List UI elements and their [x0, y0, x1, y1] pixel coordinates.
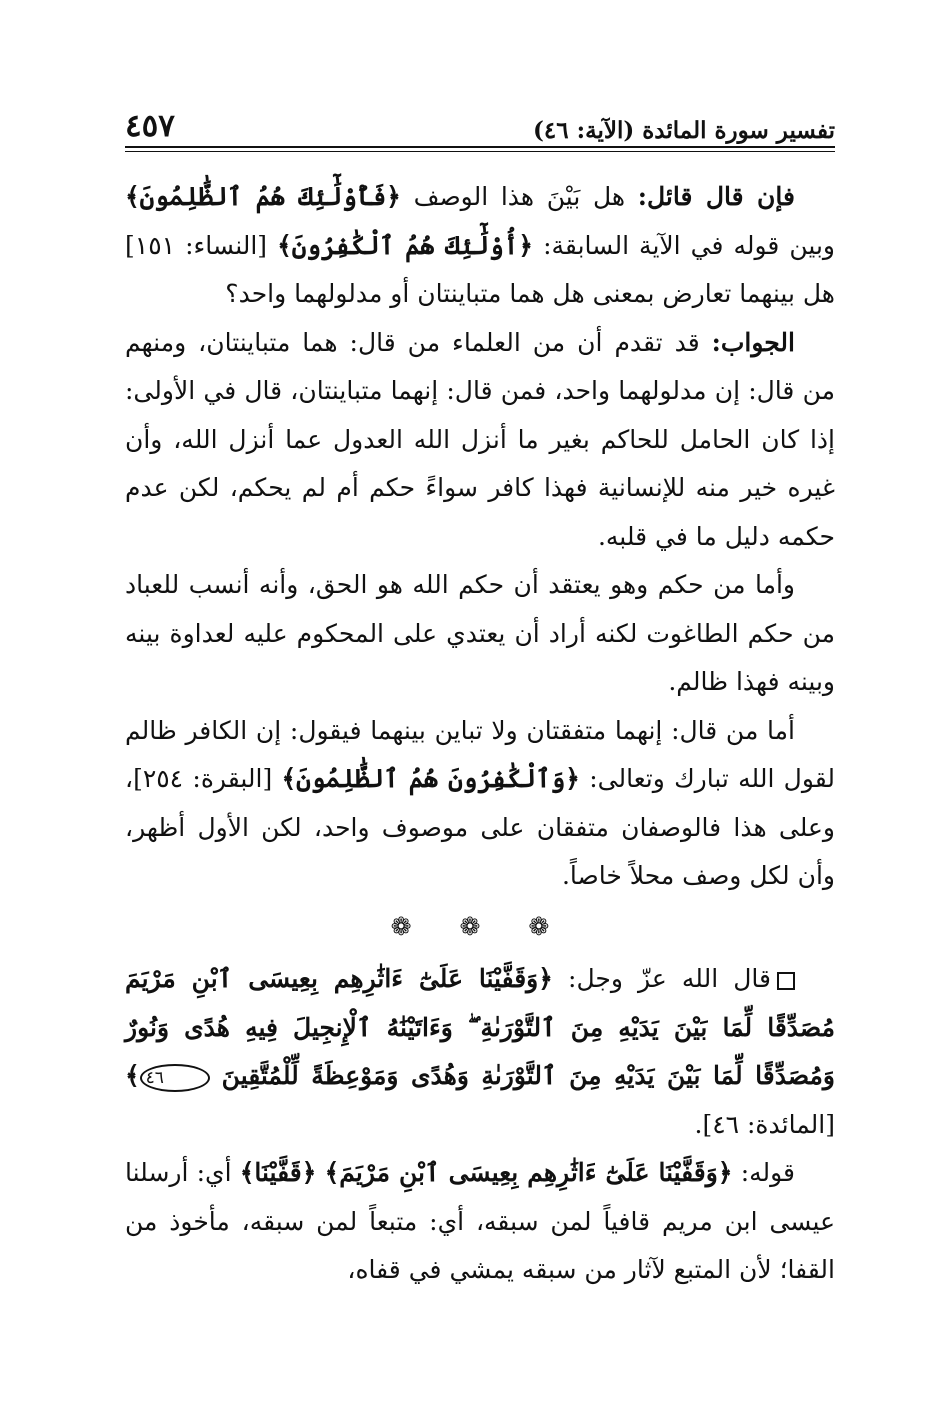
paragraph-text: أي: أرسلنا عيسى ابن مريم قافياً لمن سبقه، أي: متبعاً لمن سبقه، مأخوذ من القفا؛ لأن المتبع لآثار من سبقه يمشي في قفاه،	[125, 1158, 835, 1284]
quran-quote: ﴿وَقَفَّيْنَا عَلَىٰٓ ءَاثَٰرِهِم بِعِيسَى ٱبْنِ مَرْيَمَ﴾	[324, 1158, 733, 1187]
paragraph-text: وأما من حكم وهو يعتقد أن حكم الله هو الحق، وأنه أنسب للعباد من حكم الطاغوت لكنه أراد أن يعتدي على المحكوم عليه لعداوة بينه وبينه فهذا ظالم.	[125, 570, 835, 696]
header-rule-thick	[125, 146, 835, 148]
verse-number-badge: ٤٦	[140, 1064, 210, 1092]
header-title: تفسير سورة المائدة (الآية: ٤٦)	[533, 117, 835, 144]
paragraph-text: [النساء: ١٥١] هل بينهما تعارض بمعنى هل هما متباينتان أو مدلولهما واحد؟	[125, 230, 835, 308]
quran-quote: ﴿فَأُوْلَٰٓئِكَ هُمُ ٱلظَّٰلِمُونَ﴾	[125, 182, 401, 211]
paragraph-text: [البقرة: ٢٥٤]، وعلى هذا فالوصفان متفقان على موصوف واحد، لكن الأول أظهر، وأن لكل وصف محلاً خاصاً.	[125, 764, 835, 890]
paragraph-answer	[125, 319, 835, 562]
paragraph-text: أما من قال: إنهما متفقتان ولا تباين بينهما فيقول: إن الكافر ظالم لقول الله تبارك وتعالى:	[125, 715, 836, 793]
page-body	[125, 173, 835, 1295]
page-number: ٤٥٧	[125, 108, 175, 144]
quran-quote: ﴿وَٱلْكَٰفِرُونَ هُمُ ٱلظَّٰلِمُونَ﴾	[281, 764, 580, 793]
paragraph-verse	[125, 955, 835, 1149]
paragraph-text: وبين قوله في الآية السابقة:	[533, 230, 835, 260]
paragraph-text: قوله:	[732, 1158, 795, 1187]
quran-verse: ﴿وَقَفَّيْنَا عَلَىٰٓ ءَاثَٰرِهِم بِعِيسَى ٱبْنِ مَرْيَمَ مُصَدِّقًا لِّمَا بَيْنَ يَدَيْهِ مِنَ ٱلتَّوْرَىٰةِ ۖ وَءَاتَيْنَٰهُ ٱلْإِنجِيلَ فِيهِ هُدًى وَنُورٌ وَمُصَدِّقًا لِّمَا بَيْنَ يَدَيْهِ مِنَ ٱلتَّوْرَىٰةِ وَهُدًى وَمَوْعِظَةً لِّلْمُتَّقِينَ	[125, 964, 835, 1090]
quran-close-bracket: ﴾	[125, 1061, 140, 1090]
header-rule-thin	[125, 151, 835, 152]
section-separator: ❁ ❁ ❁	[390, 911, 570, 941]
paragraph-text: هل بَيْنَ هذا الوصف	[400, 182, 638, 211]
paragraph-text: قال الله عزّ وجل:	[552, 964, 772, 993]
quran-quote: ﴿قَفَّيْنَا﴾	[239, 1158, 317, 1187]
paragraph-text: قد تقدم أن من العلماء من قال: هما متباينتان، ومنهم من قال: إن مدلولهما واحد، فمن قال: إنهما متباينتان، قال في الأولى: إذا كان الحامل للحاكم بغير ما أنزل الله العدول عما أنزل الله، وأن غيره خير منه للإنسانية فهذا كافر سواءً حكم أم لم يحكم، لكن عدم حكمه دليل ما في قلبه.	[125, 327, 835, 551]
question-lead: فإن قال قائل:	[637, 182, 795, 211]
paragraph-question	[125, 173, 835, 319]
quran-quote: ﴿أُوْلَٰٓئِكَ هُمُ ٱلْكَٰفِرُونَ﴾	[277, 230, 534, 260]
square-bullet-icon	[777, 972, 795, 990]
paragraph-ruling	[125, 561, 835, 707]
running-header	[125, 98, 835, 142]
answer-lead: الجواب:	[711, 327, 795, 357]
paragraph-text	[316, 1158, 324, 1187]
paragraph-agreement	[125, 707, 835, 901]
paragraph-text: [المائدة: ٤٦].	[694, 1109, 835, 1139]
paragraph-explanation	[125, 1149, 835, 1295]
